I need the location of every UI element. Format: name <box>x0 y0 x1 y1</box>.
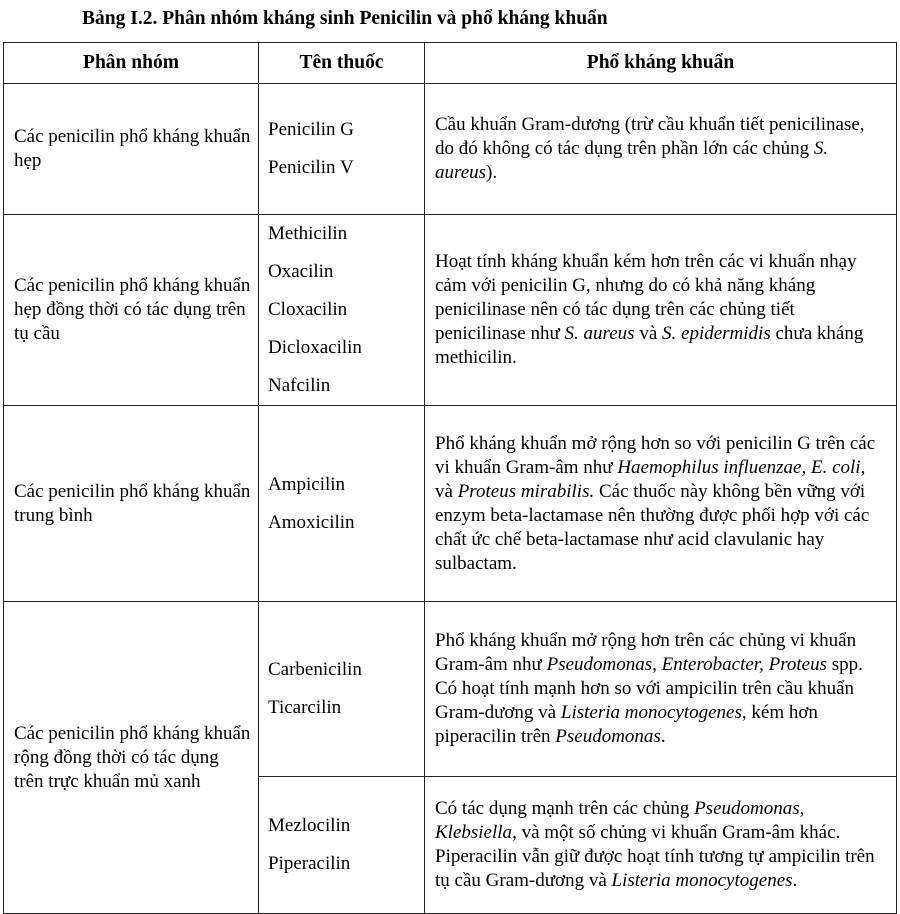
header-spectrum: Phổ kháng khuẩn <box>425 43 897 84</box>
spectrum-cell: Phổ kháng khuẩn mở rộng hơn trên các chủng vi khuẩn Gram-âm như Pseudomonas, Enterobacter, Proteus spp. Có hoạt tính mạnh hơn so với ampicilin trên cầu khuẩn Gram-dương và Listeria monocytogenes, kém hơn piperacilin trên Pseudomonas. <box>425 602 897 777</box>
table-row <box>4 84 897 215</box>
table-title: Bảng I.2. Phân nhóm kháng sinh Penicilin và phổ kháng khuẩn <box>82 8 608 29</box>
drug-name: Ticarcilin <box>268 697 342 718</box>
spectrum-cell: Có tác dụng mạnh trên các chủng Pseudomonas, Klebsiella, và một số chủng vi khuẩn Gram-âm khác. Piperacilin vẫn giữ được hoạt tính tương tự ampicilin trên tụ cầu Gram-dương và Listeria monocytogenes. <box>425 777 897 914</box>
drug-name: Methicilin <box>268 223 348 244</box>
drug-name: Nafcilin <box>268 375 331 396</box>
group-cell: Các penicilin phổ kháng khuẩn rộng đồng thời có tác dụng trên trực khuẩn mủ xanh <box>4 602 259 914</box>
drug-name: Piperacilin <box>268 853 351 874</box>
penicillin-table <box>3 42 897 914</box>
table-row <box>4 602 897 777</box>
drug-name: Dicloxacilin <box>268 337 362 358</box>
table-row <box>4 406 897 602</box>
drug-name: Mezlocilin <box>268 815 351 836</box>
header-row <box>4 43 897 84</box>
spectrum-cell: Phổ kháng khuẩn mở rộng hơn so với penicilin G trên các vi khuẩn Gram-âm như Haemophilus influenzae, E. coli, và Proteus mirabilis. Các thuốc này không bền vững với enzym beta-lactamase nên thường được phối hợp với các chất ức chế beta-lactamase như acid clavulanic hay sulbactam. <box>425 406 897 602</box>
drug-name: Penicilin V <box>268 157 354 178</box>
drug-name: Ampicilin <box>268 473 346 495</box>
drug-cell <box>259 406 425 602</box>
spectrum-cell: Cầu khuẩn Gram-dương (trừ cầu khuẩn tiết penicilinase, do đó không có tác dụng trên phần lớn các chủng S. aureus). <box>425 84 897 215</box>
group-cell: Các penicilin phổ kháng khuẩn hẹp <box>4 84 259 215</box>
drug-cell <box>259 777 425 914</box>
spectrum-cell: Hoạt tính kháng khuẩn kém hơn trên các vi khuẩn nhạy cảm với penicilin G, nhưng do có khả năng kháng penicilinase nên có tác dụng trên các chủng tiết penicilinase như S. aureus và S. epidermidis chưa kháng methicilin. <box>425 215 897 406</box>
drug-cell <box>259 215 425 406</box>
drug-name: Penicilin G <box>268 119 355 140</box>
drug-name: Carbenicilin <box>268 659 362 680</box>
header-drug: Tên thuốc <box>259 43 425 84</box>
drug-cell <box>259 84 425 215</box>
group-cell: Các penicilin phổ kháng khuẩn hẹp đồng thời có tác dụng trên tụ cầu <box>4 215 259 406</box>
table-row <box>4 215 897 406</box>
drug-name: Cloxacilin <box>268 299 348 320</box>
header-group: Phân nhóm <box>4 43 259 84</box>
drug-name: Amoxicilin <box>268 511 355 533</box>
group-cell: Các penicilin phổ kháng khuẩn trung bình <box>4 406 259 602</box>
drug-name: Oxacilin <box>268 261 334 282</box>
drug-cell <box>259 602 425 777</box>
